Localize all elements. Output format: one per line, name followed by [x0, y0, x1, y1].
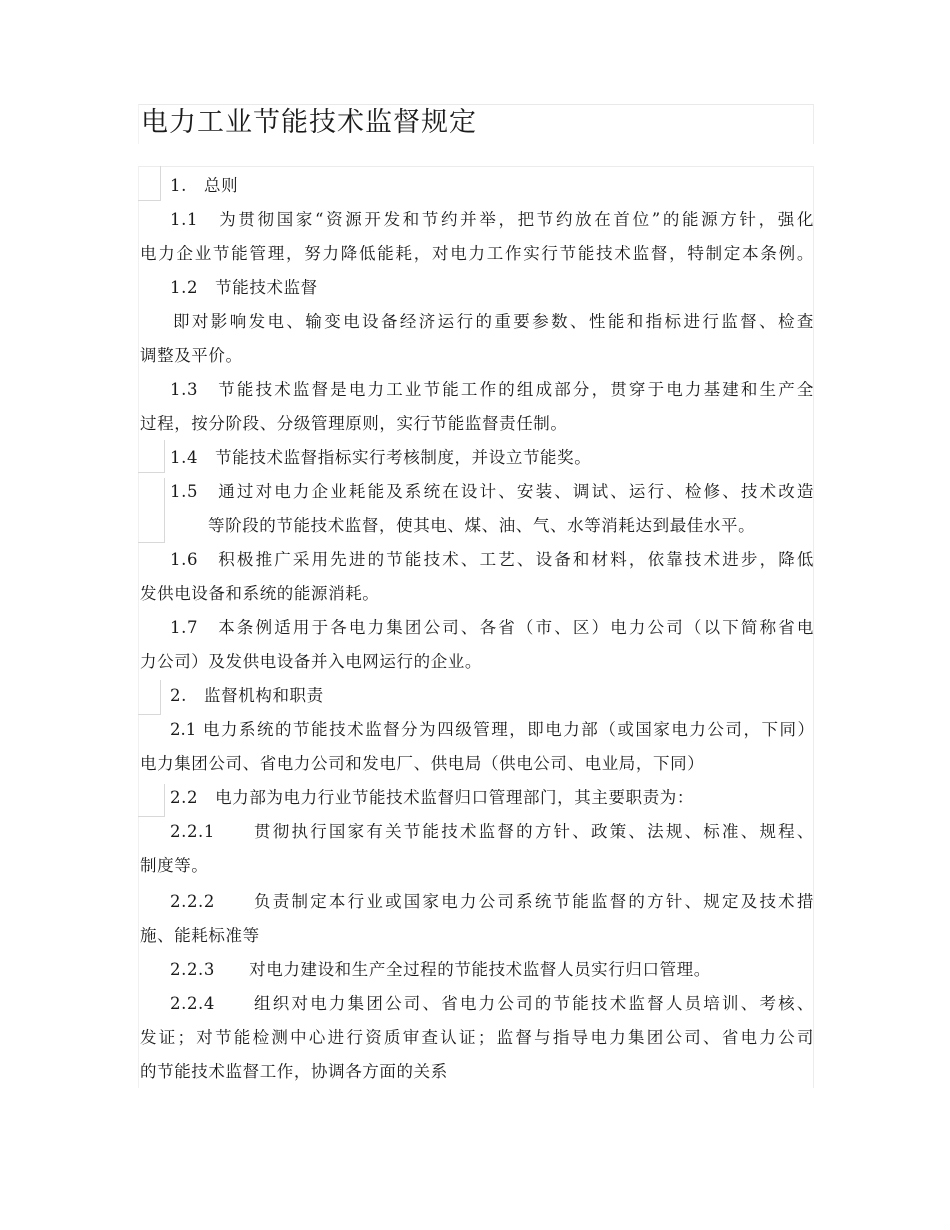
- paragraph-line: 1.1 为贯彻国家“资源开发和节约并举，把节约放在首位”的能源方针，强化: [170, 210, 814, 229]
- paragraph-line: 2.2.1 贯彻执行国家有关节能技术监督的方针、政策、法规、标准、规程、: [170, 822, 814, 841]
- paragraph-line: 发供电设备和系统的能源消耗。: [140, 584, 380, 603]
- paragraph-line: 1.5 通过对电力企业耗能及系统在设计、安装、调试、运行、检修、技术改造: [170, 482, 814, 501]
- paragraph-line: 2.1 电力系统的节能技术监督分为四级管理，即电力部（或国家电力公司，下同）: [170, 720, 814, 739]
- paragraph-line: 即对影响发电、输变电设备经济运行的重要参数、性能和指标进行监督、检查: [173, 312, 814, 331]
- paragraph-line: 电力集团公司、省电力公司和发电厂、供电局（供电公司、电业局，下同）: [140, 754, 705, 773]
- paragraph-line: 1.3 节能技术监督是电力工业节能工作的组成部分，贯穿于电力基建和生产全: [170, 380, 814, 399]
- paragraph-line: 调整及平价。: [140, 346, 243, 365]
- paragraph-line: 1.7 本条例适用于各电力集团公司、各省（市、区）电力公司（以下简称省电: [170, 618, 814, 637]
- paragraph-line: 1.2 节能技术监督: [170, 278, 318, 297]
- section-heading-general: 1. 总则: [170, 176, 239, 195]
- paragraph-line: 2.2 电力部为电力行业节能技术监督归口管理部门，其主要职责为：: [170, 788, 694, 807]
- paragraph-line: 1.6 积极推广采用先进的节能技术、工艺、设备和材料，依靠技术进步，降低: [170, 550, 814, 569]
- paragraph-line: 1.4 节能技术监督指标实行考核制度，并设立节能奖。: [170, 448, 592, 467]
- paragraph-line: 2.2.2 负责制定本行业或国家电力公司系统节能监督的方针、规定及技术措: [170, 892, 814, 911]
- document-title: 电力工业节能技术监督规定: [138, 104, 814, 144]
- paragraph-line: 的节能技术监督工作，协调各方面的关系: [140, 1062, 448, 1081]
- paragraph-line: 2.2.4 组织对电力集团公司、省电力公司的节能技术监督人员培训、考核、: [170, 994, 814, 1013]
- paragraph-line: 施、能耗标准等: [140, 926, 260, 945]
- paragraph-line: 发证；对节能检测中心进行资质审查认证；监督与指导电力集团公司、省电力公司: [140, 1028, 814, 1047]
- paragraph-line: 电力企业节能管理，努力降低能耗，对电力工作实行节能技术监督，特制定本条例。: [140, 244, 814, 263]
- paragraph-line: 过程，按分阶段、分级管理原则，实行节能监督责任制。: [140, 414, 568, 433]
- paragraph-line: 力公司）及发供电设备并入电网运行的企业。: [140, 652, 482, 671]
- section-heading-supervision: 2. 监督机构和职责: [170, 686, 324, 705]
- paragraph-line: 制度等。: [140, 856, 209, 875]
- paragraph-line: 等阶段的节能技术监督，使其电、煤、油、气、水等消耗达到最佳水平。: [208, 516, 756, 535]
- paragraph-line: 2.2.3 对电力建设和生产全过程的节能技术监督人员实行归口管理。: [170, 960, 711, 979]
